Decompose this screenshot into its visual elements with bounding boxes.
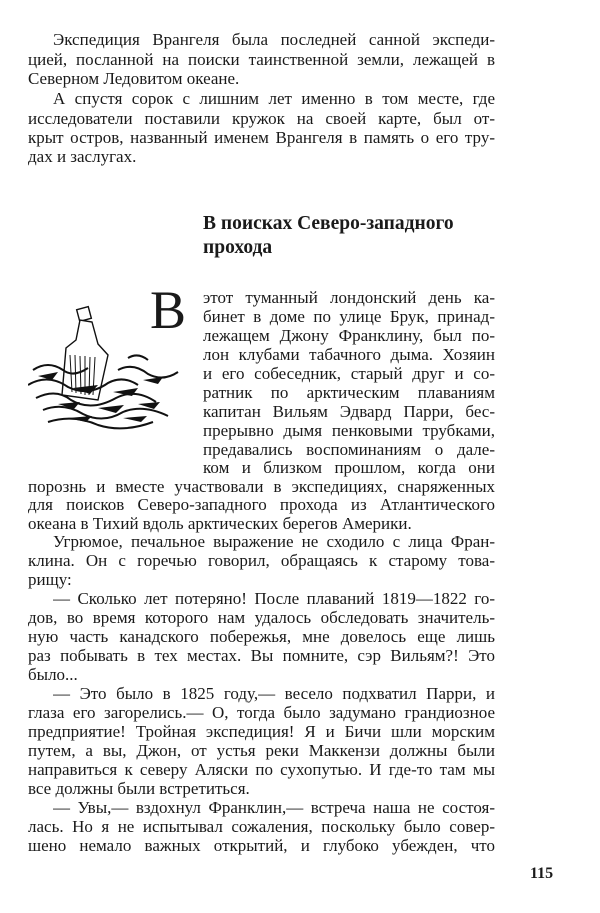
intro-text-line: А спустя сорок с лишним лет именно в том месте, где — [53, 89, 495, 108]
body-text-line: раз побывать в тех местах. Вы помните, сэр Вильям?! Это — [28, 646, 495, 665]
body-text-line: лежащем Джону Франклину, был по- — [203, 326, 495, 345]
body-text-line: — Это было в 1825 году,— весело подхватил Парри, и — [53, 684, 495, 703]
body-text-line: ратник по арктическим плаваниям — [203, 383, 495, 402]
drop-cap: В — [150, 280, 187, 340]
body-text-line: — Увы,— вздохнул Франклин,— встреча наша не состоя- — [53, 798, 495, 817]
body-text-line: капитан Вильям Эдвард Парри, бес- — [203, 402, 495, 421]
body-text-line: бинет в доме по улице Брук, принад- — [203, 307, 495, 326]
body-text-line: Угрюмое, печальное выражение не сходило с лица Фран- — [53, 532, 495, 551]
body-text-line: путем, а вы, Джон, от устья реки Маккензи должны были — [28, 741, 495, 760]
body-text-line: шено немало важных открытий, и глубоко убежден, что — [28, 836, 495, 855]
body-text-line: и его собеседник, старый друг и со- — [203, 364, 495, 383]
body-text-line: лась. Но я не испытывал сожаления, поскольку было совер- — [28, 817, 495, 836]
intro-text-line: Экспедиция Врангеля была последней санной экспеди- — [53, 30, 495, 49]
body-text-line: порознь и вместе участвовали в экспедициях, снаряженных — [28, 477, 495, 496]
body-text-line: предприятие! Тройная экспедиция! Я и Бичи шли морским — [28, 722, 495, 741]
body-text-line: для поисков Северо-западного прохода из Атлантического — [28, 495, 495, 514]
body-text-line: океана в Тихий вдоль арктических берегов Америки. — [28, 514, 412, 533]
intro-text-line: цией, посланной на поиски таинственной земли, лежащей в — [28, 50, 495, 69]
body-text-line: этот туманный лондонский день ка- — [203, 288, 495, 307]
body-text-line: клина. Он с горечью говорил, обращаясь к старому това- — [28, 551, 495, 570]
body-text-line: дов, во время которого нам удалось обследовать значитель- — [28, 608, 495, 627]
body-text-line: ную часть канадского побережья, мне довелось еще лишь — [28, 627, 495, 646]
bottle-in-waves-illustration — [28, 300, 188, 435]
body-text-line: было... — [28, 665, 78, 684]
body-text-line: ком и близком прошлом, когда они — [203, 458, 495, 477]
body-text-line: лон клубами табачного дыма. Хозяин — [203, 345, 495, 364]
intro-text-line: исследователи поставили кружок на своей карте, был от- — [28, 109, 495, 128]
body-text-line: глаза его загорелись.— О, тогда было задумано грандиозное — [28, 703, 495, 722]
body-text-line: направиться к северу Аляски по сухопутью. И где-то там мы — [28, 760, 495, 779]
body-text-line: все должны были встретиться. — [28, 779, 250, 798]
body-text-line: рищу: — [28, 570, 72, 589]
intro-text-line: Северном Ледовитом океане. — [28, 69, 240, 88]
section-heading-line-2: прохода — [203, 237, 273, 258]
body-text-line: — Сколько лет потеряно! После плаваний 1819—1822 го- — [53, 589, 495, 608]
intro-text-line: крыт остров, названный именем Врангеля в память о его тру- — [28, 128, 495, 147]
section-heading-line-1: В поисках Северо-западного — [203, 213, 454, 234]
body-text-line: прерывно дымя пенковыми трубками, — [203, 421, 495, 440]
page-number: 115 — [530, 865, 554, 882]
body-text-line: предавались воспоминаниям о дале- — [203, 440, 495, 459]
intro-text-line: дах и заслугах. — [28, 147, 137, 166]
